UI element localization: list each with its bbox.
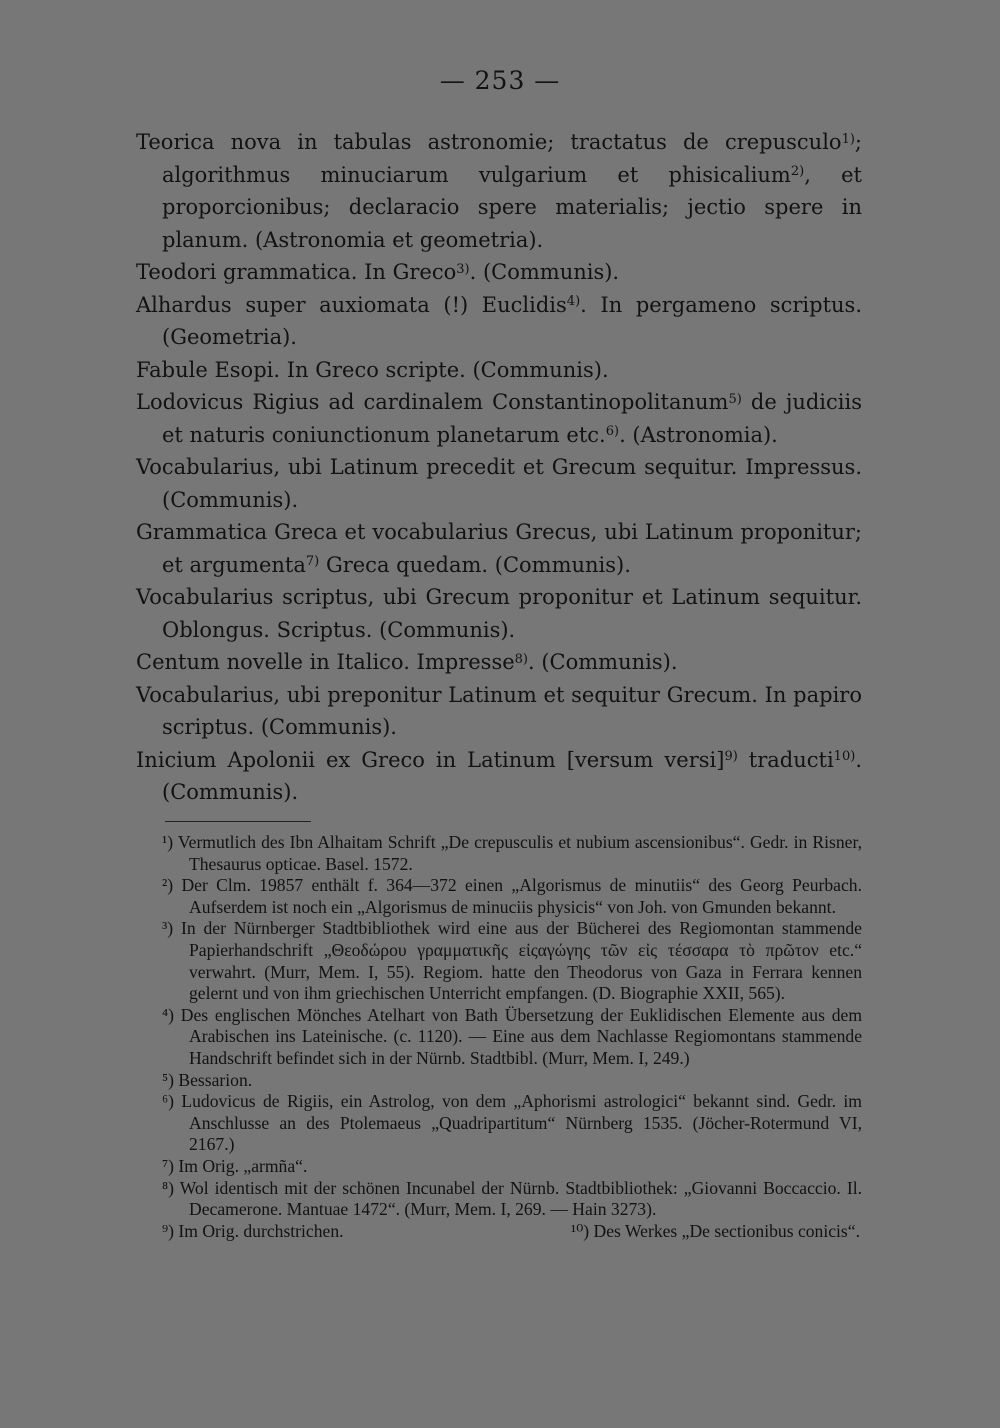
catalog-entry <box>136 451 862 516</box>
entry-text: Teodori grammatica. In Greco <box>136 260 457 284</box>
footnote: ²) Der Clm. 19857 enthält f. 364—372 einen „Algorismus de minutiis“ des Georg Peurbach. Aufserdem ist noch ein „Algorismus de minuciis physicis“ von Joh. von Gmunden bekannt. <box>162 875 862 917</box>
entry-text: ; algorithmus minuciarum vulgarium et phisicalium <box>162 130 862 187</box>
entry-text: . (Communis). <box>528 650 678 674</box>
footnote: ⁴) Des englischen Mönches Atelhart von Bath Übersetzung der Euklidischen Elemente aus dem Arabischen ins Lateinische. (c. 1120). — Eine aus dem Nachlasse Regiomontans stammende Handschrift befindet sich in der Nürnb. Stadtbibl. (Murr, Mem. I, 249.) <box>162 1004 862 1068</box>
footnote: ⁷) Im Orig. „armña“. <box>162 1155 308 1176</box>
entry-text: Vocabularius, ubi Latinum precedit et Grecum sequitur. Impressus. (Communis). <box>136 455 862 512</box>
page-number: — 253 — <box>439 66 561 95</box>
footnote-marker: 9) <box>724 749 738 764</box>
footnote-marker: 8) <box>514 651 529 667</box>
catalog-entry <box>136 386 862 451</box>
footnote-marker: 7) <box>305 554 320 569</box>
entry-text: Alhardus super auxiomata (!) Euclidis <box>136 292 567 317</box>
footnote: ¹) Vermutlich des Ibn Alhaitam Schrift „De crepusculis et nubium ascensionibus“. Gedr. in Risner, Thesaurus opticae. Basel. 1572. <box>162 832 862 874</box>
entry-text: Teorica nova in tabulas astronomie; tractatus de crepusculo <box>136 130 842 154</box>
footnote-10: ¹⁰) Des Werkes „De sectionibus conicis“. <box>570 1220 860 1241</box>
footnote-pair <box>162 1221 862 1243</box>
entry-text: , et proporcionibus; declaracio spere materialis; jectio spere in planum. (Astronomia et geometria). <box>162 162 862 252</box>
entry-text: traducti <box>737 747 834 772</box>
footnote-marker: 5) <box>728 391 742 407</box>
footnote: ⁵) Bessarion. <box>162 1069 253 1090</box>
footnote-marker: 10) <box>833 749 856 764</box>
catalog-entry <box>136 516 862 581</box>
catalog-entry <box>136 126 862 256</box>
footnote: ⁸) Wol identisch mit der schönen Incunabel der Nürnb. Stadtbibliothek: „Giovanni Boccaccio. Il. Decamerone. Mantuae 1472“. (Murr, Mem. I, 269. — Hain 3273). <box>162 1177 862 1220</box>
catalog-entry <box>136 646 862 679</box>
footnote-separator <box>165 821 311 822</box>
catalog-entry <box>136 256 862 289</box>
entry-text: de judiciis et naturis coniunctionum planetarum etc. <box>162 390 862 447</box>
entry-text: . In pergameno scriptus. (Geometria). <box>162 292 862 349</box>
entry-text: . (Communis). <box>469 260 620 284</box>
catalog-entry <box>136 354 862 387</box>
footnote-marker: 6) <box>605 424 620 439</box>
catalog-entry <box>136 679 862 744</box>
entry-text: Greca quedam. (Communis). <box>319 552 631 577</box>
footnote-list <box>162 832 862 1221</box>
entry-text: Grammatica Greca et vocabularius Grecus, ubi Latinum proponitur; et argumenta <box>136 520 862 577</box>
entry-text: . (Communis). <box>162 747 862 804</box>
footnote-marker: 3) <box>456 261 470 277</box>
footnote-marker: 2) <box>790 164 805 179</box>
footnote: ⁶) Ludovicus de Rigiis, ein Astrolog, von dem „Aphorismi astrologici“ bekannt sind. Gedr. im Anschlusse an des Ptolemaeus „Quadripartitum“ Nürnberg 1535. (Jöcher-Rotermund VI, 2167.) <box>162 1091 862 1155</box>
footnote-9: ⁹) Im Orig. durchstrichen. <box>162 1220 344 1241</box>
footnotes <box>162 832 862 1242</box>
footnote-marker: 4) <box>566 294 581 309</box>
catalog-entry <box>136 744 862 809</box>
entry-text: Centum novelle in Italico. Impresse <box>136 650 515 674</box>
footnote-marker: 1) <box>841 131 855 147</box>
footnote: ³) In der Nürnberger Stadtbibliothek wird eine aus der Bücherei des Regiomontan stammende Papierhandschrift „Θεοδώρου γραμματικῆς εἰςαγώγης τῶν εἰς τέσσαρα τὸ πρῶτον etc.“ verwahrt. (Murr, Mem. I, 55). Regiom. hatte den Theodorus von Gaza in Ferrara kennen gelernt und von ihm griechischen Unterricht empfangen. (D. Biographie XXII, 565). <box>162 918 862 1004</box>
entry-text: Inicium Apolonii ex Greco in Latinum [versum versi] <box>136 747 725 772</box>
entry-text: Fabule Esopi. In Greco scripte. (Communis). <box>136 357 609 382</box>
catalog-entry <box>136 289 862 354</box>
catalog-entry <box>136 581 862 646</box>
entry-text: . (Astronomia). <box>619 422 778 447</box>
entry-text: Lodovicus Rigius ad cardinalem Constantinopolitanum <box>136 390 729 414</box>
catalog-entries <box>136 126 862 809</box>
entry-text: Vocabularius, ubi preponitur Latinum et sequitur Grecum. In papiro scriptus. (Communis). <box>136 682 862 739</box>
entry-text: Vocabularius scriptus, ubi Grecum proponitur et Latinum sequitur. Oblongus. Scriptus. (Communis). <box>136 585 862 642</box>
